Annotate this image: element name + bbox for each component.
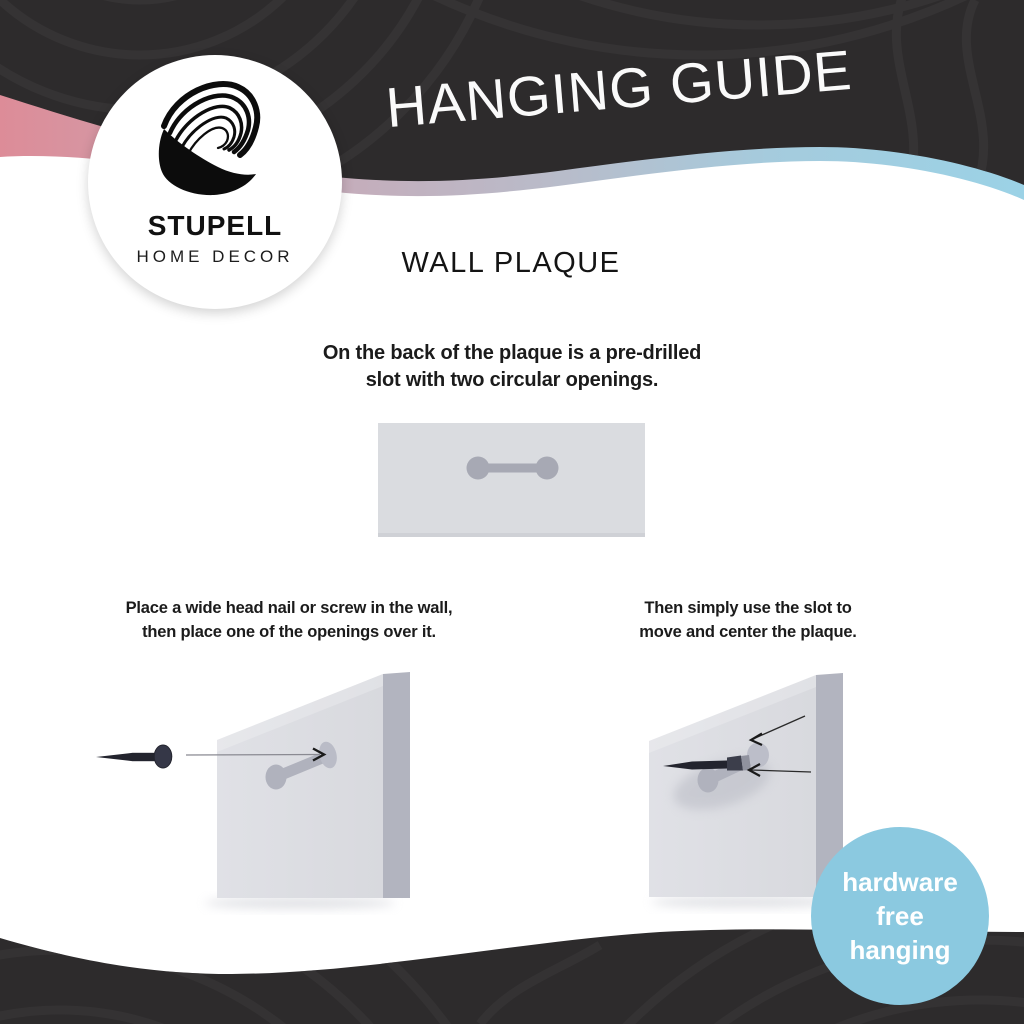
plaque-back-illustration bbox=[378, 423, 645, 537]
plaque-back-panel-edge bbox=[378, 533, 645, 537]
nail-icon bbox=[96, 745, 172, 768]
wall-side-face bbox=[383, 672, 410, 898]
hardware-free-circle-badge bbox=[811, 827, 989, 1005]
step1-line-1: Place a wide head nail or screw in the wall, bbox=[125, 599, 453, 617]
product-heading: WALL PLAQUE bbox=[401, 247, 621, 279]
step2-line-2: move and center the plaque. bbox=[639, 622, 857, 641]
step1-line-2: then place one of the openings over it. bbox=[142, 622, 436, 641]
intro-line-1: On the back of the plaque is a pre-drilled bbox=[322, 342, 702, 364]
step2-line-1: Then simply use the slot to bbox=[644, 599, 852, 617]
brand-tagline: HOME DECOR bbox=[136, 247, 294, 266]
brand-name: STUPELL bbox=[147, 210, 283, 241]
intro-line-2: slot with two circular openings. bbox=[365, 369, 659, 391]
intro-text bbox=[212, 340, 812, 394]
stupell-swoosh-s-icon bbox=[156, 79, 262, 199]
step2-illustration bbox=[649, 673, 843, 908]
step1-caption bbox=[88, 597, 490, 644]
brand-logo bbox=[88, 55, 342, 309]
page-title: HANGING GUIDE bbox=[383, 37, 855, 140]
plaque-back-panel bbox=[378, 423, 645, 537]
badge-line-3: hanging bbox=[849, 935, 951, 965]
step1-illustration bbox=[96, 672, 410, 909]
wall-shadow bbox=[205, 897, 395, 909]
badge-line-1: hardware bbox=[842, 867, 958, 897]
step2-caption bbox=[547, 597, 949, 644]
badge-line-2: free bbox=[876, 901, 924, 931]
